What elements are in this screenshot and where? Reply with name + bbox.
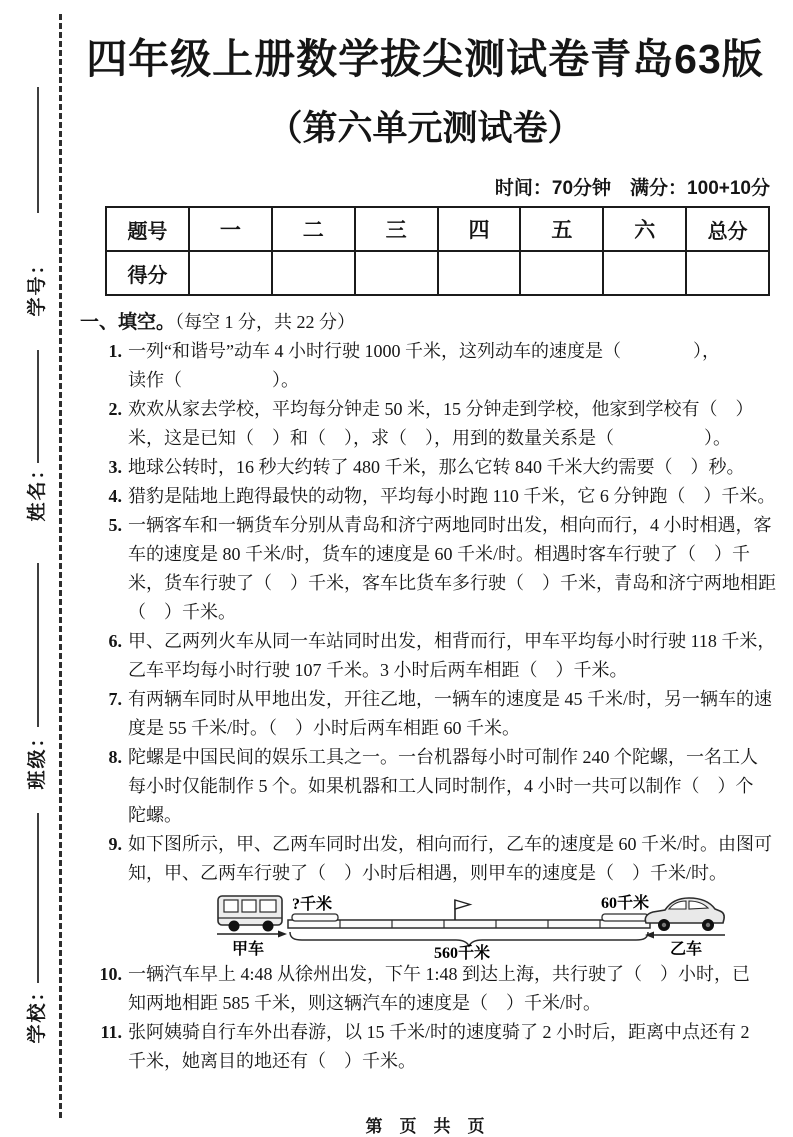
- question-text: 欢欢从家去学校，平均每分钟走 50 米，15 分钟走到学校，他家到学校有（ ）: [128, 399, 754, 419]
- score-input-cell: [603, 251, 686, 295]
- question-number: 2.: [108, 399, 122, 419]
- score-table-header-cell: 二: [272, 207, 355, 251]
- bus-direction-arrow: [217, 931, 287, 938]
- question-number: 7.: [108, 689, 122, 709]
- section-heading: [80, 308, 770, 337]
- question-number: 10.: [99, 964, 122, 984]
- score-input-cell: [272, 251, 355, 295]
- page-footer: 第 页 共 页: [365, 1117, 485, 1136]
- question-8-line-2: 每小时仅能制作 5 个。如果机器和工人同时制作，4 小时一共可以制作（ ）个: [128, 776, 754, 796]
- question-7-line-1: [80, 685, 770, 714]
- score-table-header-cell: 五: [520, 207, 603, 251]
- question-9-line-2: 知，甲、乙两车行驶了（ ）小时后相遇，则甲车的速度是（ ）千米/时。: [128, 863, 727, 883]
- section-heading-note: （每空 1 分，共 22 分）: [175, 312, 356, 332]
- class-label: 班级：: [27, 726, 48, 790]
- right-segment-label: 60千米: [600, 895, 650, 912]
- class-blank-line: [37, 563, 39, 727]
- question-number: 11.: [100, 1022, 122, 1042]
- score-table: [105, 206, 770, 296]
- left-vehicle-label: 甲车: [231, 941, 265, 958]
- question-8-line-1: [80, 743, 770, 772]
- time-score-info: 时间：70分钟 满分：100+10分: [494, 178, 770, 199]
- question-2-line-2: 米，这是已知（ ）和（ ），求（ ），用到的数量关系是（ ）。: [128, 428, 731, 448]
- question-6-line-2: 乙车平均每小时行驶 107 千米。3 小时后两车相距（ ）千米。: [128, 660, 628, 680]
- question-5-line-1: [80, 511, 770, 540]
- question-number: 5.: [108, 515, 122, 535]
- name-label: 姓名：: [27, 458, 48, 522]
- question-1-line-1: [80, 337, 770, 366]
- school-blank-line: [37, 813, 39, 983]
- question-9-line-1: [80, 830, 770, 859]
- question-text: 地球公转时，16 秒大约转了 480 千米，那么它转 840 千米大约需要（ ）秒。: [128, 457, 745, 477]
- score-table-header-row: [106, 207, 769, 251]
- question-number: 4.: [108, 486, 122, 506]
- question-3-line-1: [80, 453, 770, 482]
- question-2-line-1: [80, 395, 770, 424]
- score-table-header-cell: 一: [189, 207, 272, 251]
- paper-title: 四年级上册数学拔尖测试卷青岛63版: [86, 36, 764, 82]
- score-table-header-cell: 四: [438, 207, 521, 251]
- school-label: 学校：: [27, 980, 48, 1044]
- question-11-line-2: 千米，她离目的地还有（ ）千米。: [128, 1051, 416, 1071]
- score-input-cell: [520, 251, 603, 295]
- score-table-total-cell: 总分: [686, 207, 769, 251]
- section-heading-main: 一、填空。: [80, 312, 176, 333]
- question-7-line-2: 度是 55 千米/时。（ ）小时后两车相距 60 千米。: [128, 718, 520, 738]
- question-5-line-3: 米，货车行驶了（ ）千米，客车比货车多行驶（ ）千米，青岛和济宁两地相距: [128, 573, 776, 593]
- score-input-cell: [355, 251, 438, 295]
- question-number: 8.: [108, 747, 122, 767]
- question-text: 猎豹是陆地上跑得最快的动物，平均每小时跑 110 千米，它 6 分钟跑（ ）千米。: [128, 486, 776, 506]
- left-segment-bracket: [292, 914, 338, 921]
- question-number: 6.: [108, 631, 122, 651]
- question-8-line-3: 陀螺。: [128, 805, 182, 825]
- total-distance-brace: [290, 932, 648, 946]
- score-input-cell: [189, 251, 272, 295]
- score-table-score-row: [106, 251, 769, 295]
- car-direction-arrow: [645, 932, 725, 939]
- bus-icon: [218, 896, 282, 932]
- score-table-header-cell: 六: [603, 207, 686, 251]
- flag-icon: [455, 900, 470, 920]
- question-1-line-2: 读作（ ）。: [128, 370, 299, 390]
- question-text: 如下图所示，甲、乙两车同时出发，相向而行，乙车的速度是 60 千米/时。由图可: [128, 834, 772, 854]
- score-input-cell: [686, 251, 769, 295]
- student-id-label: 学号：: [27, 253, 48, 317]
- question-text: 一辆汽车早上 4:48 从徐州出发，下午 1:48 到达上海，共行驶了（ ）小时，已: [128, 964, 750, 984]
- q9-diagram: [80, 888, 770, 960]
- question-4-line-1: [80, 482, 776, 511]
- total-distance-label: 560千米: [433, 945, 491, 962]
- score-table-header-cell: 三: [355, 207, 438, 251]
- question-5-line-2: 车的速度是 80 千米/时，货车的速度是 60 千米/时。相遇时客车行驶了（ ）千: [128, 544, 750, 564]
- score-row-label: 得分: [106, 251, 189, 295]
- question-11-line-1: [80, 1018, 770, 1047]
- road-line: [288, 914, 650, 928]
- right-segment-bracket: [602, 914, 648, 921]
- question-text: 一列“和谐号”动车 4 小时行驶 1000 千米，这列动车的速度是（ ），: [128, 341, 720, 361]
- question-number: 3.: [108, 457, 122, 477]
- right-vehicle-label: 乙车: [669, 941, 703, 958]
- question-text: 陀螺是中国民间的娱乐工具之一。一台机器每小时可制作 240 个陀螺，一名工人: [128, 747, 758, 767]
- car-icon: [645, 898, 724, 931]
- binding-dashed-line: [59, 14, 62, 1118]
- question-5-line-4: （ ）千米。: [128, 602, 236, 622]
- question-10-line-2: 知两地相距 585 千米，则这辆汽车的速度是（ ）千米/时。: [128, 993, 601, 1013]
- question-text: 甲、乙两列火车从同一车站同时出发，相背而行，甲车平均每小时行驶 118 千米，: [128, 631, 776, 651]
- question-10-line-1: [80, 960, 770, 989]
- score-input-cell: [438, 251, 521, 295]
- left-segment-label: ?千米: [291, 896, 333, 913]
- question-text: 张阿姨骑自行车外出春游，以 15 千米/时的速度骑了 2 小时后，距离中点还有 2: [128, 1022, 750, 1042]
- meeting-problem-illustration: [80, 888, 770, 960]
- question-number: 9.: [108, 834, 122, 854]
- score-table-corner-cell: 题号: [106, 207, 189, 251]
- question-number: 1.: [108, 341, 122, 361]
- paper-subtitle: （第六单元测试卷）: [267, 109, 583, 148]
- question-text: 一辆客车和一辆货车分别从青岛和济宁两地同时出发，相向而行，4 小时相遇，客: [128, 515, 772, 535]
- student-id-blank-line: [37, 87, 39, 213]
- question-6-line-1: [80, 627, 776, 656]
- question-text: 有两辆车同时从甲地出发，开往乙地，一辆车的速度是 45 千米/时，另一辆车的速: [128, 689, 772, 709]
